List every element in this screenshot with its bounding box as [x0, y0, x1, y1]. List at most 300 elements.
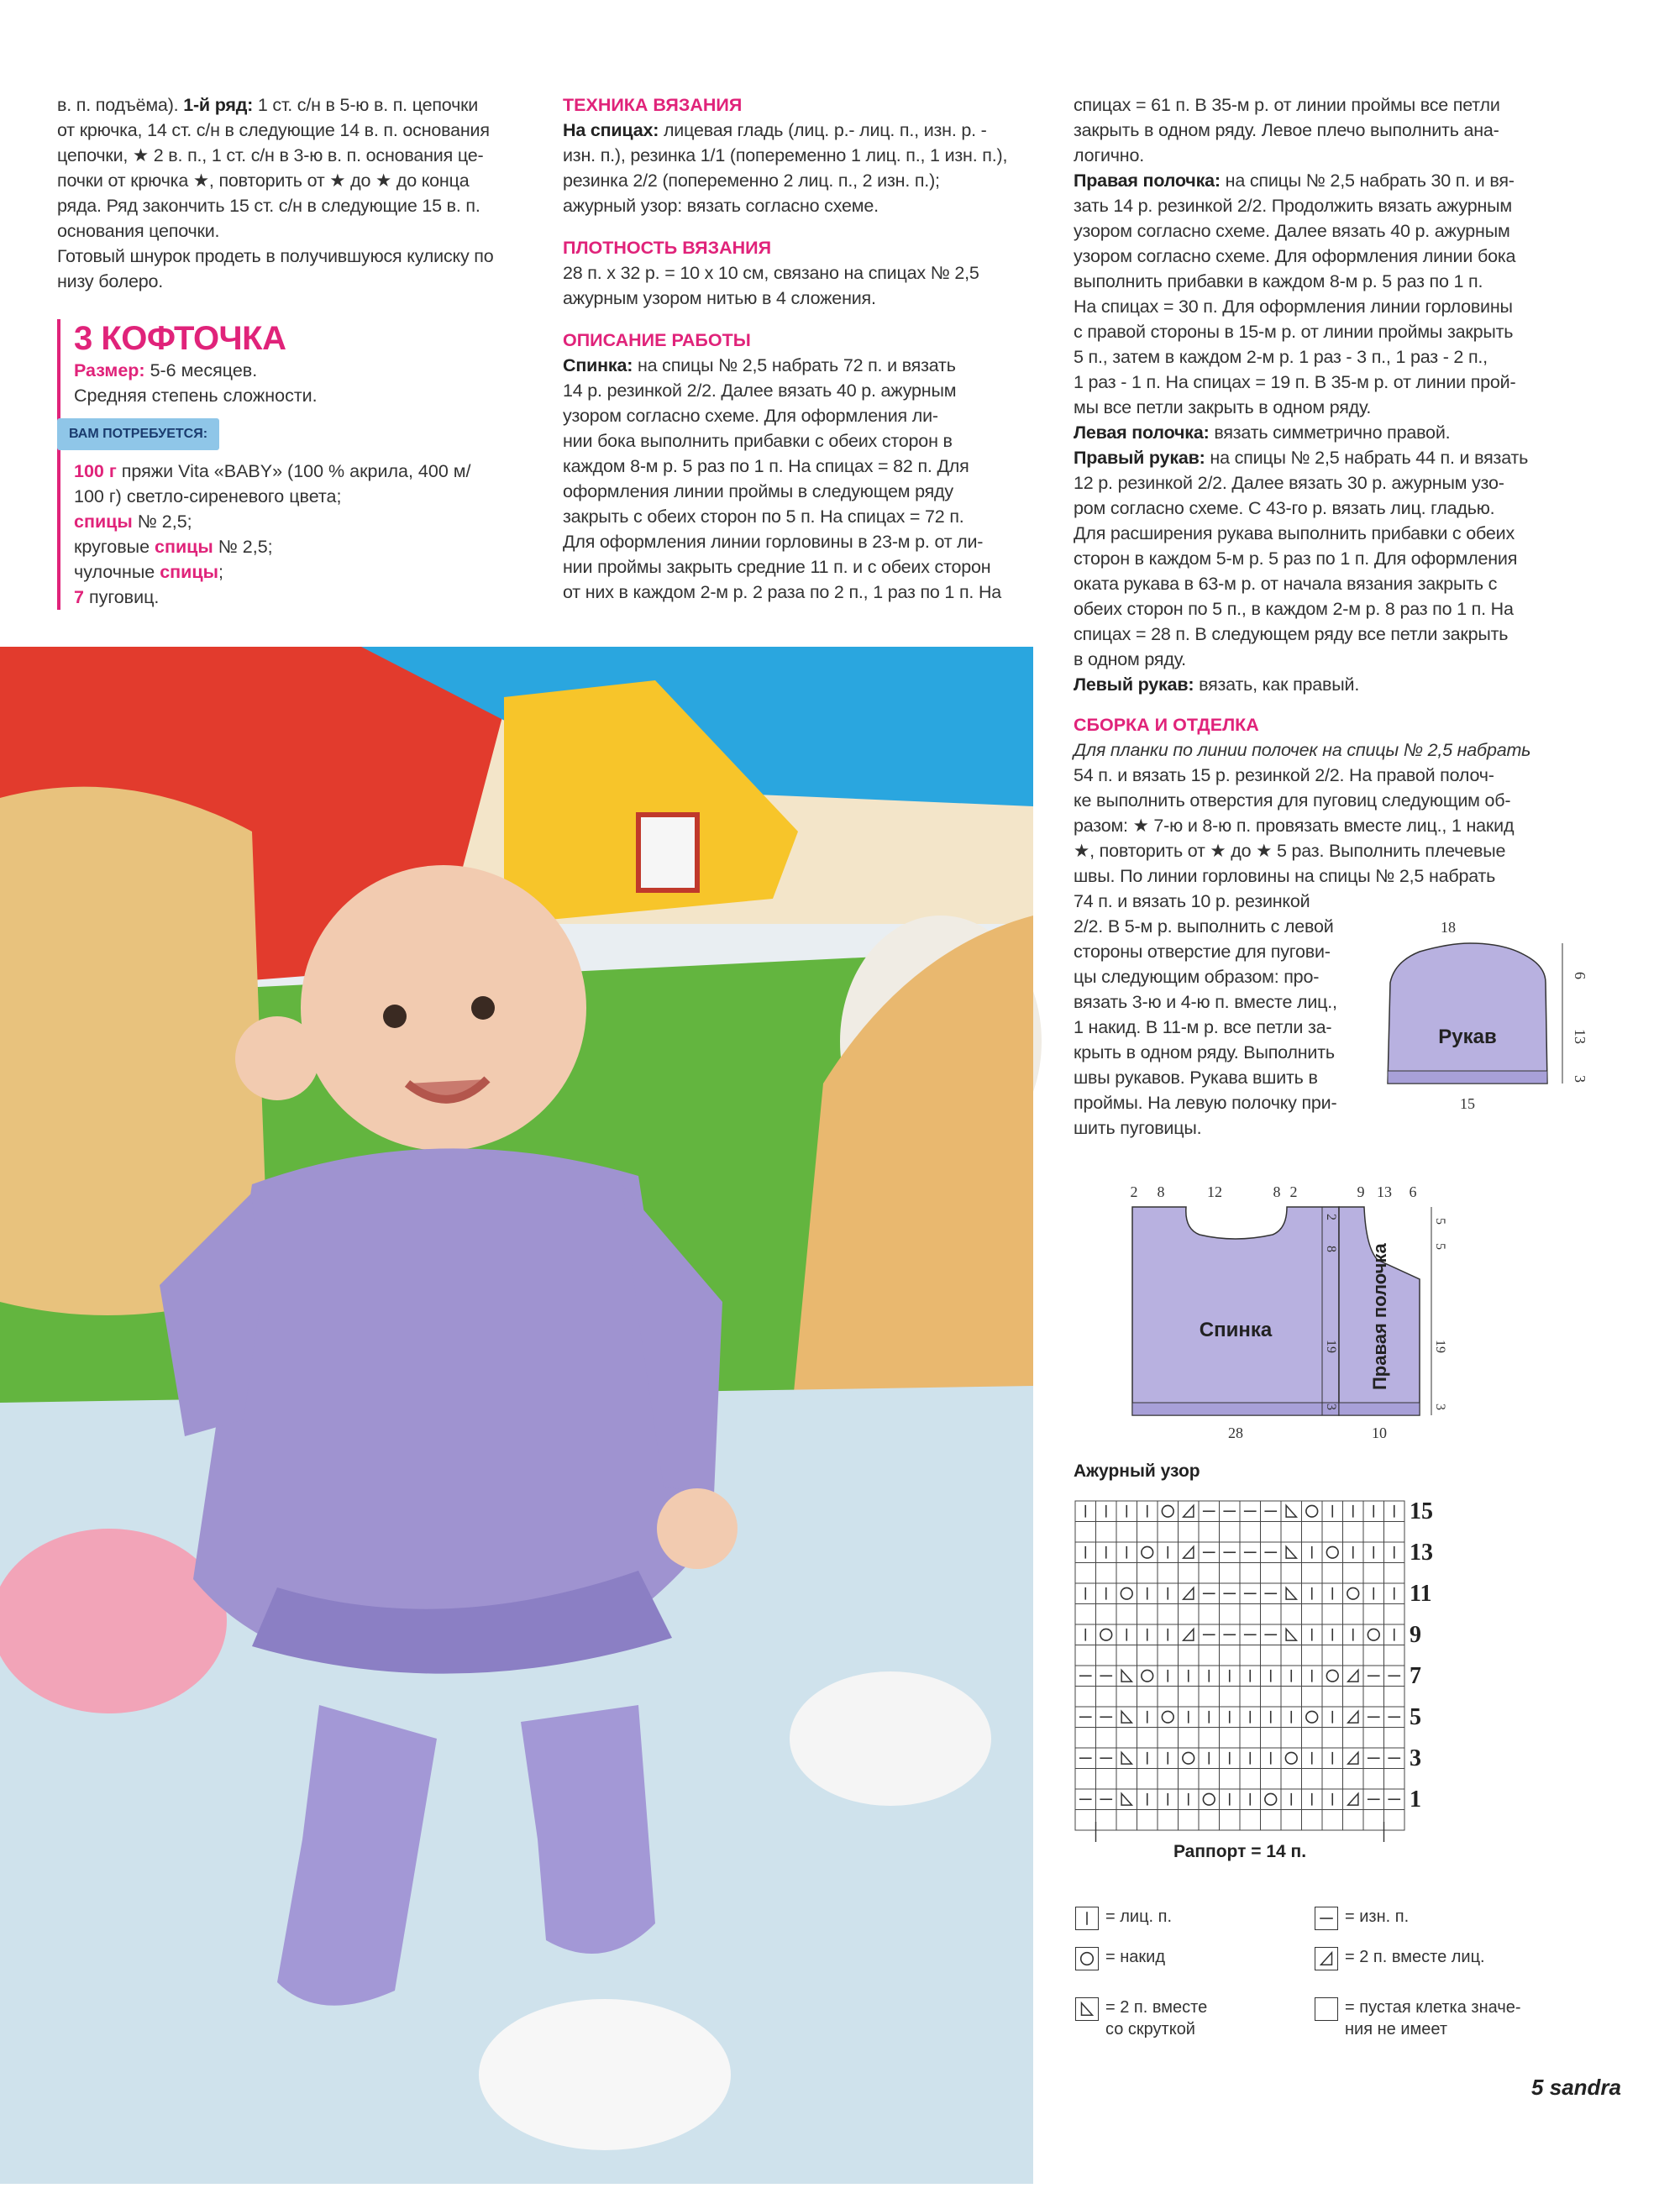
chart-cell — [1199, 1624, 1220, 1645]
chart-cell — [1384, 1666, 1405, 1687]
chart-cell — [1116, 1645, 1137, 1666]
chart-cell — [1075, 1748, 1096, 1769]
text-line: спицах = 28 п. В следующем ряду все петли закрыть — [1074, 624, 1509, 644]
row-number: 1 — [1410, 1786, 1421, 1813]
text-line: низу болеро. — [57, 271, 164, 291]
text-line: спицах = 61 п. В 35-м р. от линии проймы все петли — [1074, 95, 1500, 115]
chart-cell — [1199, 1583, 1220, 1604]
chart-cell — [1240, 1769, 1261, 1790]
chart-cell — [1363, 1810, 1384, 1831]
text-line: 5 п., затем в каждом 2-м р. 1 раз - 3 п., 1 раз - 2 п., — [1074, 347, 1488, 367]
chart-cell — [1261, 1748, 1282, 1769]
chart-cell — [1322, 1666, 1343, 1687]
photo-illustration — [0, 647, 1033, 2184]
knit-stitch-icon — [1075, 1907, 1099, 1930]
chart-cell — [1261, 1789, 1282, 1810]
chart-cell — [1363, 1563, 1384, 1584]
materials-badge: ВАМ ПОТРЕБУЕТСЯ: — [57, 418, 219, 450]
row-number: 15 — [1410, 1498, 1433, 1524]
chart-cell — [1363, 1624, 1384, 1645]
row-number: 13 — [1410, 1539, 1433, 1566]
chart-cell — [1116, 1769, 1137, 1790]
chart-cell — [1158, 1666, 1179, 1687]
chart-cell — [1075, 1810, 1096, 1831]
text-line: 1 накид. В 11-м р. все петли за- — [1074, 1017, 1332, 1037]
chart-cell — [1116, 1687, 1137, 1708]
chart-cell — [1322, 1707, 1343, 1728]
chart-cell — [1179, 1604, 1200, 1625]
chart-cell — [1322, 1542, 1343, 1563]
chart-cell — [1116, 1728, 1137, 1749]
chart-cell — [1220, 1563, 1241, 1584]
text-line: выполнить прибавки в каждом 8-м р. 5 раз по 1 п. — [1074, 271, 1483, 291]
chart-cell — [1075, 1501, 1096, 1522]
chart-cell — [1199, 1707, 1220, 1728]
chart-cell — [1075, 1542, 1096, 1563]
chart-cell — [1343, 1728, 1364, 1749]
text-line: ★, повторить от ★ до ★ 5 раз. Выполнить плечевые — [1074, 841, 1506, 861]
text-line: оката рукава в 63-м р. от начала вязания закрыть с — [1074, 574, 1498, 594]
chart-cell — [1116, 1810, 1137, 1831]
purl-stitch-icon — [1315, 1907, 1338, 1930]
chart-cell — [1075, 1728, 1096, 1749]
chart-cell — [1137, 1645, 1158, 1666]
text-line: Для оформления линии горловины в 23-м р. от ли- — [563, 532, 984, 552]
chart-cell — [1384, 1810, 1405, 1831]
chart-cell — [1220, 1604, 1241, 1625]
chart-cell — [1137, 1769, 1158, 1790]
chart-cell — [1075, 1769, 1096, 1790]
technique-heading: ТЕХНИКА ВЯЗАНИЯ — [563, 95, 743, 115]
dimension-label: 5 — [1433, 1218, 1447, 1225]
chart-cell — [1220, 1522, 1241, 1543]
text-line: 54 п. и вязать 15 р. резинкой 2/2. На правой полоч- — [1074, 765, 1494, 785]
text-line: нии бока выполнить прибавки с обеих сторон в — [563, 431, 953, 451]
text-line: оформления линии проймы в следующем ряду — [563, 481, 953, 501]
dimension-label: 8 — [1324, 1246, 1338, 1252]
chart-cell — [1220, 1810, 1241, 1831]
dimension-label: 3 — [1324, 1404, 1338, 1410]
chart-cell — [1363, 1645, 1384, 1666]
pattern-title: Ажурный узор — [1074, 1461, 1200, 1481]
chart-cell — [1179, 1501, 1200, 1522]
chart-cell — [1096, 1604, 1117, 1625]
chart-cell — [1116, 1501, 1137, 1522]
chart-cell — [1096, 1769, 1117, 1790]
text-line: 28 п. х 32 р. = 10 х 10 см, связано на спицах № 2,5 — [563, 263, 979, 283]
chart-cell — [1199, 1501, 1220, 1522]
material-item: 100 г пряжи Vita «BABY» (100 % акрила, 400 м/ — [74, 461, 471, 481]
chart-cell — [1322, 1748, 1343, 1769]
chart-cell — [1199, 1604, 1220, 1625]
text-line: Спинка: на спицы № 2,5 набрать 72 п. и вязать — [563, 355, 956, 375]
text-line: цы следующим образом: про- — [1074, 967, 1320, 987]
chart-cell — [1075, 1583, 1096, 1604]
text-line: ряда. Ряд закончить 15 ст. с/н в следующие 15 в. п. — [57, 196, 480, 216]
material-item: спицы № 2,5; — [74, 512, 192, 532]
text-line: Готовый шнурок продеть в получившуюся кулиску по — [57, 246, 494, 266]
chart-cell — [1302, 1769, 1323, 1790]
text-line: основания цепочки. — [57, 221, 220, 241]
chart-cell — [1302, 1810, 1323, 1831]
text-line: зать 14 р. резинкой 2/2. Продолжить вязать ажурным — [1074, 196, 1512, 216]
chart-cell — [1363, 1728, 1384, 1749]
chart-cell — [1075, 1789, 1096, 1810]
chart-cell — [1096, 1542, 1117, 1563]
chart-cell — [1137, 1604, 1158, 1625]
chart-cell — [1240, 1707, 1261, 1728]
chart-cell — [1281, 1810, 1302, 1831]
chart-cell — [1179, 1810, 1200, 1831]
page-number: 5 sandra — [1531, 2075, 1621, 2100]
chart-cell — [1116, 1604, 1137, 1625]
dimension-label: 19 — [1324, 1340, 1338, 1353]
chart-cell — [1322, 1810, 1343, 1831]
chart-cell — [1220, 1583, 1241, 1604]
chart-cell — [1261, 1645, 1282, 1666]
chart-cell — [1322, 1728, 1343, 1749]
chart-cell — [1384, 1624, 1405, 1645]
chart-cell — [1343, 1810, 1364, 1831]
chart-cell — [1363, 1687, 1384, 1708]
chart-cell — [1363, 1522, 1384, 1543]
dimension-label: 2 — [1324, 1214, 1338, 1220]
material-item: 100 г) светло-сиреневого цвета; — [74, 486, 342, 506]
chart-cell — [1158, 1707, 1179, 1728]
text-line: сторон в каждом 5-м р. 5 раз по 1 п. Для оформления — [1074, 548, 1518, 569]
row-number: 7 — [1410, 1662, 1421, 1689]
chart-cell — [1384, 1501, 1405, 1522]
text-line: проймы. На левую полочку при- — [1074, 1093, 1337, 1113]
text-line: в. п. подъёма). 1-й ряд: 1 ст. с/н в 5-ю в. п. цепочки — [57, 95, 479, 115]
chart-cell — [1096, 1707, 1117, 1728]
text-line: Левая полочка: вязать симметрично правой. — [1074, 422, 1451, 443]
row-number: 9 — [1410, 1621, 1421, 1648]
chart-cell — [1281, 1645, 1302, 1666]
chart-cell — [1179, 1583, 1200, 1604]
chart-cell — [1343, 1666, 1364, 1687]
dimension-label: 12 — [1207, 1183, 1222, 1200]
text-line: закрыть с обеих сторон по 5 п. На спицах = 72 п. — [563, 506, 964, 527]
chart-cell — [1322, 1645, 1343, 1666]
chart-cell — [1096, 1748, 1117, 1769]
chart-cell — [1281, 1604, 1302, 1625]
text-line: шить пуговицы. — [1074, 1118, 1202, 1138]
chart-cell — [1343, 1748, 1364, 1769]
chart-cell — [1179, 1789, 1200, 1810]
chart-cell — [1096, 1810, 1117, 1831]
chart-cell — [1199, 1542, 1220, 1563]
dimension-label: 13 — [1377, 1183, 1392, 1200]
chart-cell — [1343, 1687, 1364, 1708]
materials-list — [74, 459, 544, 610]
text-line: Для планки по линии полочек на спицы № 2,5 набрать — [1074, 740, 1531, 760]
text-line: обеих сторон по 5 п., в каждом 2-м р. 8 раз по 1 п. На — [1074, 599, 1514, 619]
ssk-icon — [1075, 1997, 1099, 2021]
row-number: 11 — [1410, 1580, 1432, 1607]
text-line: резинка 2/2 (попеременно 2 лиц. п., 2 изн. п.); — [563, 171, 940, 191]
dimension-label: 8 — [1157, 1183, 1165, 1200]
chart-cell — [1199, 1810, 1220, 1831]
chart-cell — [1137, 1624, 1158, 1645]
chart-cell — [1075, 1563, 1096, 1584]
chart-cell — [1179, 1624, 1200, 1645]
chart-cell — [1158, 1728, 1179, 1749]
chart-cell — [1302, 1604, 1323, 1625]
size-line: Размер: 5-6 месяцев. — [74, 360, 258, 380]
chart-cell — [1240, 1666, 1261, 1687]
dimension-label: 5 — [1433, 1243, 1447, 1250]
chart-cell — [1158, 1583, 1179, 1604]
sleeve-schematic — [1388, 919, 1588, 1112]
chart-cell — [1240, 1789, 1261, 1810]
dimension-label: 10 — [1372, 1425, 1387, 1441]
text-line: цепочки, ★ 2 в. п., 1 ст. с/н в 3-ю в. п. основания це- — [57, 145, 484, 165]
chart-cell — [1363, 1542, 1384, 1563]
dimension-label: 19 — [1433, 1340, 1447, 1353]
sleeve-label: Рукав — [1438, 1026, 1497, 1048]
chart-cell — [1240, 1624, 1261, 1645]
chart-cell — [1096, 1728, 1117, 1749]
chart-cell — [1384, 1728, 1405, 1749]
chart-cell — [1322, 1501, 1343, 1522]
legend-text: = 2 п. вместе лиц. — [1345, 1948, 1485, 1966]
text-line: с правой стороны в 15-м р. от линии проймы закрыть — [1074, 322, 1514, 342]
empty-cell-icon — [1315, 1997, 1338, 2021]
legend-text: = 2 п. вместе со скруткой — [1105, 1998, 1208, 2038]
chart-cell — [1363, 1583, 1384, 1604]
chart-cell — [1384, 1522, 1405, 1543]
chart-cell — [1322, 1522, 1343, 1543]
chart-cell — [1096, 1624, 1117, 1645]
chart-cell — [1302, 1542, 1323, 1563]
chart-cell — [1179, 1666, 1200, 1687]
chart-cell — [1281, 1687, 1302, 1708]
chart-cell — [1363, 1707, 1384, 1728]
dimension-label: 3 — [1572, 1075, 1588, 1083]
chart-cell — [1199, 1748, 1220, 1769]
chart-cell — [1199, 1563, 1220, 1584]
chart-cell — [1137, 1522, 1158, 1543]
chart-cell — [1240, 1583, 1261, 1604]
chart-cell — [1261, 1810, 1282, 1831]
chart-cell — [1363, 1666, 1384, 1687]
stitch-chart — [1074, 1499, 1468, 1894]
chart-cell — [1116, 1666, 1137, 1687]
chart-cell — [1281, 1542, 1302, 1563]
chart-cell — [1343, 1542, 1364, 1563]
row-number: 5 — [1410, 1703, 1421, 1730]
chart-cell — [1137, 1501, 1158, 1522]
text-line: 1 раз - 1 п. На спицах = 19 п. В 35-м р. от линии прой- — [1074, 372, 1516, 392]
chart-cell — [1384, 1687, 1405, 1708]
chart-cell — [1220, 1542, 1241, 1563]
chart-cell — [1322, 1789, 1343, 1810]
dimension-label: 2 — [1130, 1183, 1138, 1200]
chart-cell — [1220, 1789, 1241, 1810]
chart-cell — [1384, 1748, 1405, 1769]
yarn-over-icon — [1075, 1947, 1099, 1970]
chart-cell — [1096, 1687, 1117, 1708]
chart-cell — [1302, 1624, 1323, 1645]
chart-cell — [1384, 1769, 1405, 1790]
text-line: узором согласно схеме. Далее вязать 40 р. ажурным — [1074, 221, 1510, 241]
chart-cell — [1322, 1583, 1343, 1604]
chart-cell — [1384, 1789, 1405, 1810]
chart-cell — [1261, 1687, 1282, 1708]
text-line: нии проймы закрыть средние 11 п. и с обеих сторон — [563, 557, 991, 577]
text-line: мы все петли закрыть в одном ряду. — [1074, 397, 1372, 417]
material-item: 7 пуговиц. — [74, 587, 160, 607]
chart-cell — [1281, 1728, 1302, 1749]
chart-cell — [1158, 1645, 1179, 1666]
chart-cell — [1075, 1687, 1096, 1708]
chart-cell — [1261, 1728, 1282, 1749]
chart-cell — [1137, 1728, 1158, 1749]
chart-cell — [1220, 1501, 1241, 1522]
chart-cell — [1302, 1501, 1323, 1522]
chart-cell — [1281, 1522, 1302, 1543]
chart-cell — [1240, 1810, 1261, 1831]
dimension-label: 13 — [1572, 1029, 1588, 1044]
text-line: Правая полочка: на спицы № 2,5 набрать 30 п. и вя- — [1074, 171, 1515, 191]
chart-cell — [1096, 1666, 1117, 1687]
chart-cell — [1220, 1687, 1241, 1708]
chart-cell — [1096, 1563, 1117, 1584]
chart-cell — [1137, 1789, 1158, 1810]
chart-cell — [1179, 1748, 1200, 1769]
front-label: Правая полочка — [1369, 1243, 1390, 1390]
text-line: Левый рукав: вязать, как правый. — [1074, 674, 1360, 695]
chart-cell — [1343, 1604, 1364, 1625]
text-line: изн. п.), резинка 1/1 (попеременно 1 лиц. п., 1 изн. п.), — [563, 145, 1008, 165]
chart-cell — [1240, 1645, 1261, 1666]
chart-cell — [1302, 1583, 1323, 1604]
chart-cell — [1096, 1583, 1117, 1604]
chart-cell — [1343, 1501, 1364, 1522]
chart-cell — [1179, 1728, 1200, 1749]
legend-text: = пустая клетка значе- ния не имеет — [1345, 1998, 1521, 2038]
chart-cell — [1137, 1542, 1158, 1563]
chart-cell — [1384, 1604, 1405, 1625]
chart-cell — [1322, 1687, 1343, 1708]
chart-cell — [1240, 1687, 1261, 1708]
chart-cell — [1179, 1563, 1200, 1584]
text-line: вязать 3-ю и 4-ю п. вместе лиц., — [1074, 992, 1337, 1012]
text-line: ажурный узор: вязать согласно схеме. — [563, 196, 879, 216]
front-schematic — [1339, 1183, 1447, 1441]
chart-cell — [1343, 1563, 1364, 1584]
text-line: логично. — [1074, 145, 1145, 165]
chart-cell — [1281, 1563, 1302, 1584]
chart-cell — [1137, 1810, 1158, 1831]
chart-cell — [1302, 1522, 1323, 1543]
chart-cell — [1179, 1769, 1200, 1790]
text-line: 2/2. В 5-м р. выполнить с левой — [1074, 916, 1334, 937]
chart-cell — [1363, 1501, 1384, 1522]
chart-cell — [1199, 1522, 1220, 1543]
legend-text: = изн. п. — [1345, 1907, 1410, 1926]
text-line: крыть в одном ряду. Выполнить — [1074, 1042, 1335, 1063]
chart-cell — [1096, 1501, 1117, 1522]
chart-cell — [1281, 1769, 1302, 1790]
chart-cell — [1322, 1563, 1343, 1584]
chart-cell — [1220, 1707, 1241, 1728]
chart-cell — [1179, 1645, 1200, 1666]
back-schematic — [1131, 1183, 1340, 1441]
chart-cell — [1281, 1748, 1302, 1769]
chart-cell — [1261, 1666, 1282, 1687]
chart-cell — [1179, 1522, 1200, 1543]
dimension-label: 8 — [1273, 1183, 1281, 1200]
chart-cell — [1322, 1769, 1343, 1790]
chart-cell — [1116, 1789, 1137, 1810]
chart-cell — [1179, 1687, 1200, 1708]
chart-cell — [1363, 1604, 1384, 1625]
text-line: почки от крючка ★, повторить от ★ до ★ до конца — [57, 171, 470, 191]
chart-cell — [1137, 1748, 1158, 1769]
text-line: в одном ряду. — [1074, 649, 1186, 669]
chart-cell — [1343, 1522, 1364, 1543]
back-label: Спинка — [1199, 1319, 1273, 1341]
chart-cell — [1302, 1789, 1323, 1810]
chart-cell — [1261, 1522, 1282, 1543]
dimension-label: 15 — [1460, 1095, 1475, 1112]
chart-cell — [1363, 1748, 1384, 1769]
dimension-label: 2 — [1289, 1183, 1298, 1200]
dimension-label: 28 — [1228, 1425, 1243, 1441]
chart-cell — [1179, 1542, 1200, 1563]
chart-cell — [1137, 1666, 1158, 1687]
chart-cell — [1343, 1707, 1364, 1728]
text-line: На спицах: лицевая гладь (лиц. р.- лиц. п., изн. р. - — [563, 120, 987, 140]
dimension-label: 6 — [1572, 972, 1588, 979]
text-line: швы рукавов. Рукава вшить в — [1074, 1068, 1318, 1088]
chart-cell — [1075, 1707, 1096, 1728]
chart-cell — [1302, 1728, 1323, 1749]
text-line: 74 п. и вязать 10 р. резинкой — [1074, 891, 1310, 911]
chart-cell — [1261, 1563, 1282, 1584]
chart-cell — [1281, 1666, 1302, 1687]
legend-text: = лиц. п. — [1105, 1907, 1173, 1926]
chart-cell — [1281, 1789, 1302, 1810]
chart-cell — [1281, 1583, 1302, 1604]
chart-cell — [1137, 1687, 1158, 1708]
chart-cell — [1343, 1624, 1364, 1645]
chart-cell — [1199, 1789, 1220, 1810]
chart-cell — [1220, 1728, 1241, 1749]
chart-cell — [1158, 1810, 1179, 1831]
text-line: Для расширения рукава выполнить прибавки с обеих — [1074, 523, 1515, 543]
chart-cell — [1116, 1542, 1137, 1563]
chart-cell — [1261, 1501, 1282, 1522]
chart-cell — [1302, 1645, 1323, 1666]
chart-cell — [1363, 1769, 1384, 1790]
chart-cell — [1322, 1604, 1343, 1625]
chart-cell — [1220, 1748, 1241, 1769]
chart-cell — [1137, 1563, 1158, 1584]
chart-cell — [1075, 1624, 1096, 1645]
chart-cell — [1302, 1748, 1323, 1769]
chart-cell — [1384, 1707, 1405, 1728]
text-line: закрыть в одном ряду. Левое плечо выполнить ана- — [1074, 120, 1499, 140]
chart-cell — [1384, 1563, 1405, 1584]
chart-cell — [1116, 1563, 1137, 1584]
chart-cell — [1158, 1624, 1179, 1645]
material-item: круговые спицы № 2,5; — [74, 537, 273, 557]
chart-cell — [1240, 1728, 1261, 1749]
chart-cell — [1199, 1645, 1220, 1666]
